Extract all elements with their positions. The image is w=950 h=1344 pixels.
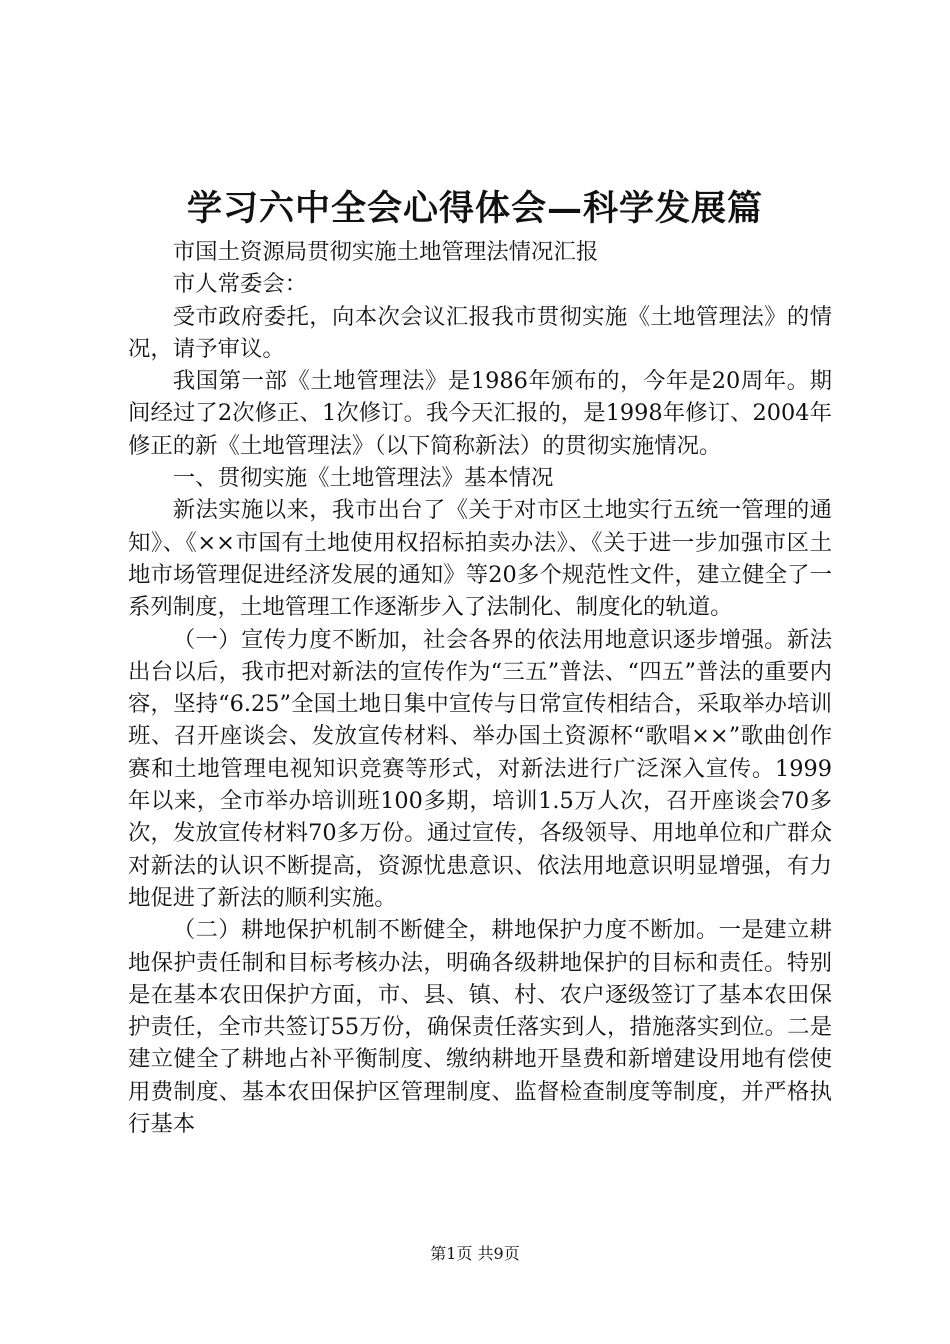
- paragraph: （一）宣传力度不断加，社会各界的依法用地意识逐步增强。新法出台以后，我市把对新法的宣传作为“三五”普法、“四五”普法的重要内容，坚持“6.25”全国土地日集中宣传与日常宣传相结合，采取举办培训班、召开座谈会、发放宣传材料、举办国土资源杯“歌唱××”歌曲创作赛和土地管理电视知识竞赛等形式，对新法进行广泛深入宣传。1999年以来，全市举办培训班100多期，培训1.5万人次，召开座谈会70多次，发放宣传材料70多万份。通过宣传，各级领导、用地单位和广群众对新法的认识不断提高，资源忧患意识、依法用地意识明显增强，有力地促进了新法的顺利实施。: [128, 626, 832, 911]
- section-heading: 一、贯彻实施《土地管理法》基本情况: [172, 465, 554, 492]
- document-body: [128, 236, 832, 1140]
- paragraph: 我国第一部《土地管理法》是1986年颁布的，今年是20周年。期间经过了2次修正、1次修订。我今天汇报的，是1998年修订、2004年修正的新《土地管理法》（以下简称新法）的贯彻实施情况。: [128, 368, 832, 459]
- document-title: 学习六中全会心得体会—科学发展篇: [186, 188, 763, 229]
- salutation: 市人常委会：: [172, 271, 308, 298]
- paragraph: 新法实施以来，我市出台了《关于对市区土地实行五统一管理的通知》、《××市国有土地使用权招标拍卖办法》、《关于进一步加强市区土地市场管理促进经济发展的通知》等20多个规范性文件，建立健全了一系列制度，土地管理工作逐渐步入了法制化、制度化的轨道。: [128, 497, 832, 621]
- paragraph: 受市政府委托，向本次会议汇报我市贯彻实施《土地管理法》的情况，请予审议。: [128, 303, 832, 362]
- paragraph: （二）耕地保护机制不断健全，耕地保护力度不断加。一是建立耕地保护责任制和目标考核办法，明确各级耕地保护的目标和责任。特别是在基本农田保护方面，市、县、镇、村、农户逐级签订了基本农田保护责任，全市共签订55万份，确保责任落实到人，措施落实到位。二是建立健全了耕地占补平衡制度、缴纳耕地开垦费和新增建设用地有偿使用费制度、基本农田保护区管理制度、监督检查制度等制度，并严格执行基本: [128, 917, 832, 1138]
- report-heading: 市国土资源局贯彻实施土地管理法情况汇报: [172, 239, 599, 265]
- page-number: 第1页 共9页: [430, 1244, 520, 1263]
